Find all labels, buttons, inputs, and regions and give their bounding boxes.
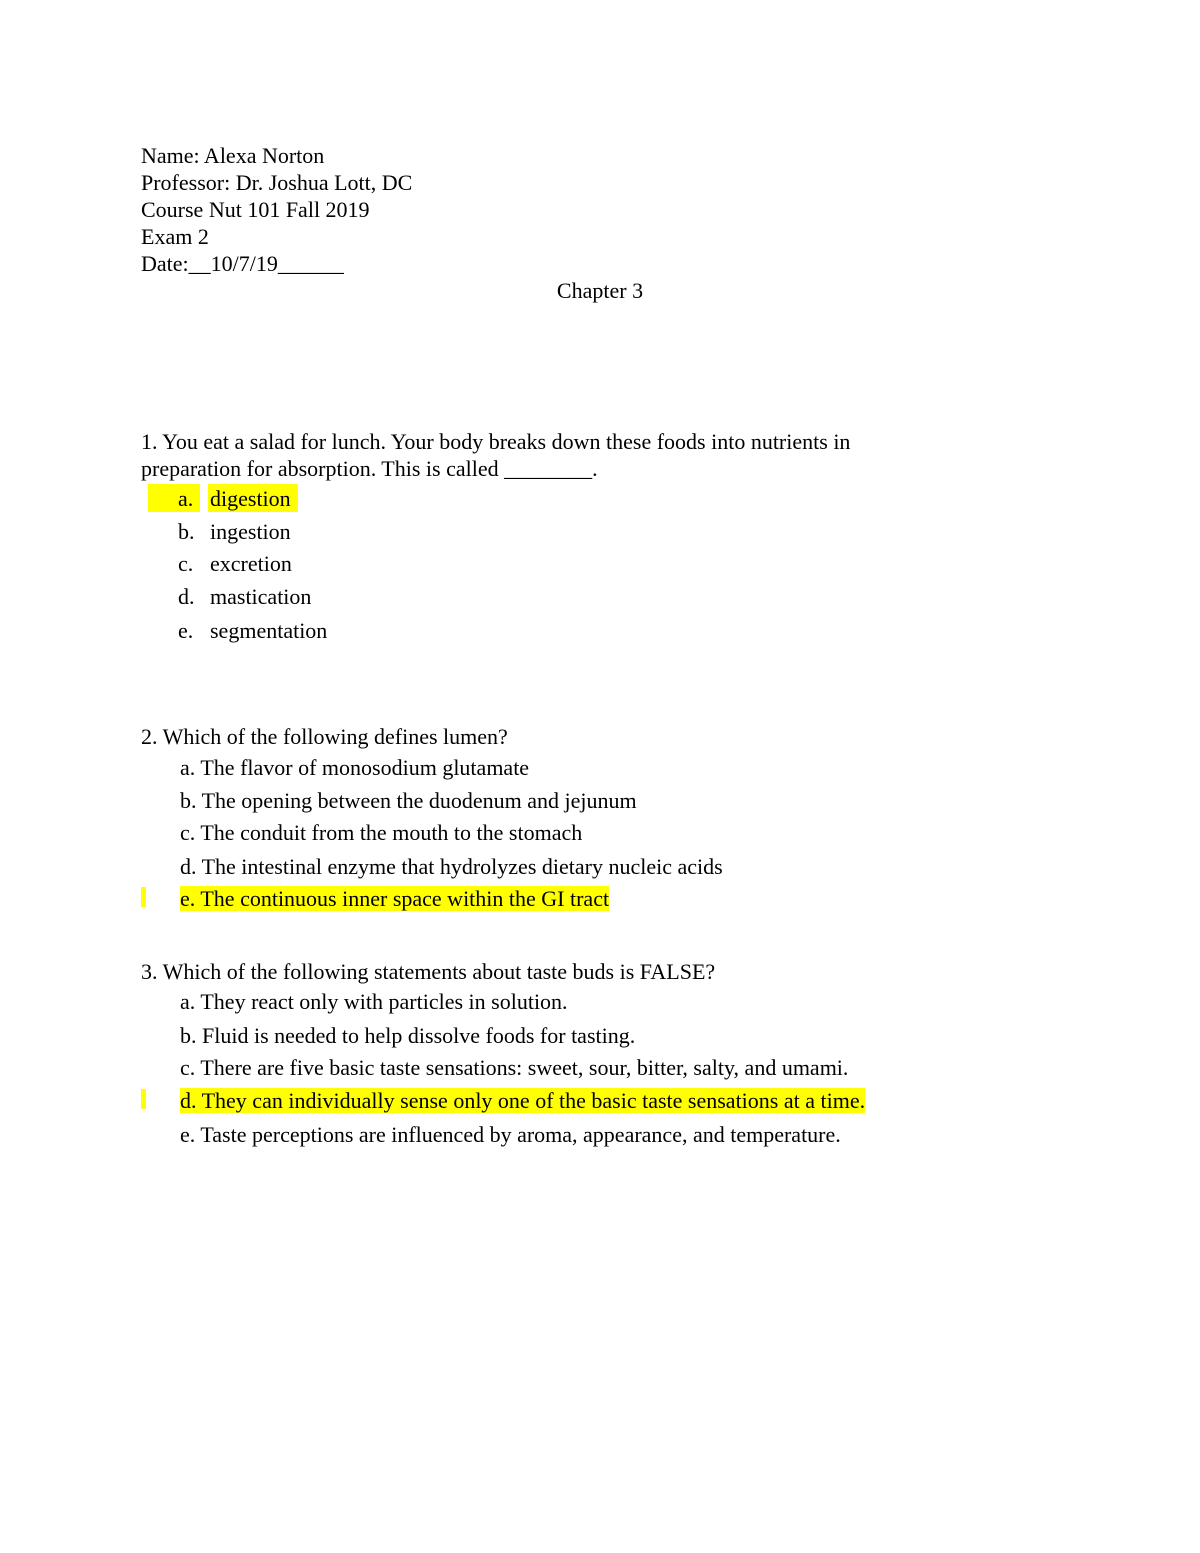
q1-option-c-text: excretion	[210, 551, 292, 576]
q2-option-d: d. The intestinal enzyme that hydrolyzes dietary nucleic acids	[180, 854, 723, 879]
student-name: Name: Alexa Norton	[141, 143, 325, 168]
q1-option-a-letter: a.	[178, 486, 194, 511]
q2-option-b: b. The opening between the duodenum and jejunum	[180, 788, 637, 813]
q1-option-e-text: segmentation	[210, 618, 328, 643]
chapter-heading: Chapter 3	[556, 278, 644, 303]
q2-option-e-highlighted: e. The continuous inner space within the GI tract	[180, 886, 610, 911]
question-3-text: 3. Which of the following statements about taste buds is FALSE?	[141, 959, 716, 984]
q3-option-d-highlighted: d. They can individually sense only one of the basic taste sensations at a time.	[180, 1088, 866, 1113]
q1-option-d-letter: d.	[178, 584, 195, 609]
answer-marker	[141, 1089, 146, 1109]
q1-option-b-text: ingestion	[210, 519, 291, 544]
professor-name: Professor: Dr. Joshua Lott, DC	[141, 170, 413, 195]
q1-option-b-letter: b.	[178, 519, 195, 544]
q1-option-e-letter: e.	[178, 618, 194, 643]
course-info: Course Nut 101 Fall 2019	[141, 197, 370, 222]
q1-option-a-text: digestion	[210, 486, 291, 511]
q2-option-c: c. The conduit from the mouth to the stomach	[180, 820, 583, 845]
q3-option-e: e. Taste perceptions are influenced by aroma, appearance, and temperature.	[180, 1122, 841, 1147]
q3-option-c: c. There are five basic taste sensations: sweet, sour, bitter, salty, and umami.	[180, 1055, 849, 1080]
exam-number: Exam 2	[141, 224, 209, 249]
question-1-text-line-1: 1. You eat a salad for lunch. Your body breaks down these foods into nutrients in	[141, 429, 851, 454]
q2-option-e-row	[180, 886, 609, 912]
q1-option-c-letter: c.	[178, 551, 194, 576]
q3-option-a: a. They react only with particles in solution.	[180, 989, 568, 1014]
question-1-text-line-2: preparation for absorption. This is called ________.	[141, 456, 598, 481]
q3-option-d-row	[180, 1088, 865, 1114]
q2-option-a: a. The flavor of monosodium glutamate	[180, 755, 530, 780]
q3-option-b: b. Fluid is needed to help dissolve foods for tasting.	[180, 1023, 636, 1048]
q1-option-d-text: mastication	[210, 584, 312, 609]
question-2-text: 2. Which of the following defines lumen?	[141, 724, 508, 749]
exam-date: Date:__10/7/19______	[141, 251, 344, 276]
answer-marker	[141, 887, 146, 907]
